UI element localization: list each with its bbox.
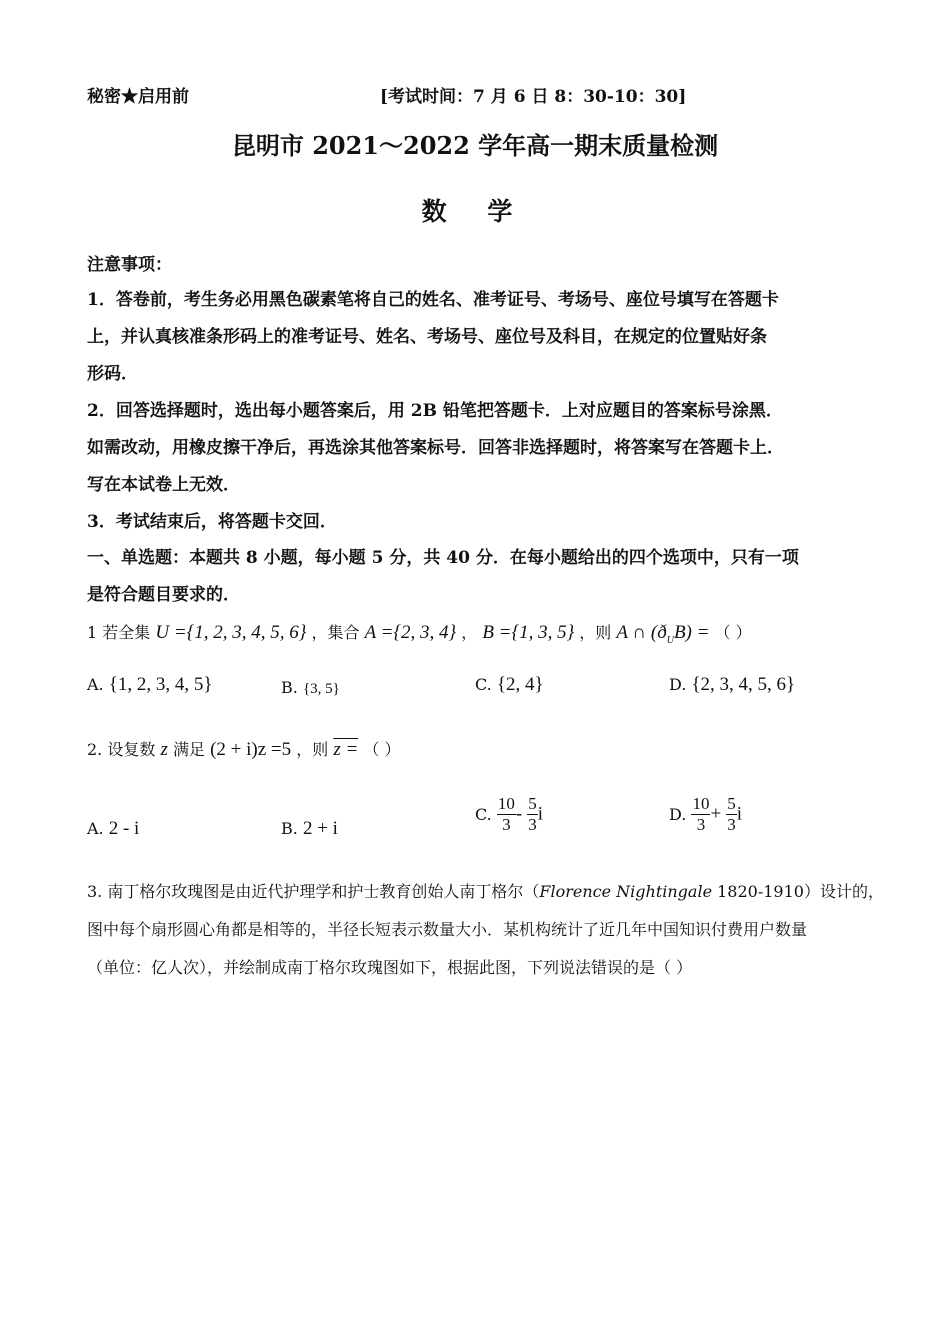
fraction: $\frac{5}{3}$ (528, 794, 537, 834)
fraction: $\frac{10}{3}$ (692, 794, 710, 834)
q2-text: 满足 (172, 740, 205, 759)
q1-answer-paren: （ ） (714, 623, 752, 642)
q1-universal-set: U ={1, 2, 3, 4, 5, 6} (155, 622, 307, 643)
notice-line: 1．答卷前，考生务必用黑色碳素笔将自己的姓名、准考证号、考场号、座位号填写在答题卡 (87, 290, 779, 310)
q2-conjugate: z = (333, 739, 359, 760)
exam-time: [考试时间：7 月 6 日 8：30-10：30] (380, 87, 687, 107)
q2-variable: z (160, 739, 168, 760)
fraction: $\frac{10}{3}$ (497, 794, 515, 834)
q1-text: ，集合 (311, 623, 360, 642)
q3-line1: 3. 南丁格尔玫瑰图是由近代护理学和护士教育创始人南丁格尔（Florence Nightingale 1820-1910）设计的， (87, 882, 884, 901)
notice-line: 写在本试卷上无效． (87, 475, 240, 495)
q2-option-b[interactable]: B. 2 + i (281, 818, 338, 839)
q2-text: ，则 (296, 740, 329, 759)
q1-expression: A ∩ $(ð_UB)$ = (616, 622, 710, 646)
confidential-label: 秘密★启用前 (87, 87, 189, 107)
q2-answer-paren: （ ） (363, 740, 401, 759)
fraction: $\frac{5}{3}$ (727, 794, 736, 834)
q1-set-a: A ={2, 3, 4} (364, 622, 457, 643)
notice-line: 2．回答选择题时，选出每小题答案后，用 2B 铅笔把答题卡．上对应题目的答案标号涂黑． (87, 401, 783, 421)
q1-option-b[interactable]: B. {3, 5} (281, 678, 340, 697)
question-2 (87, 735, 400, 765)
subject-title: 数 学 (421, 197, 529, 226)
notice-line: 如需改动，用橡皮擦干净后，再选涂其他答案标号．回答非选择题时，将答案写在答题卡上． (87, 438, 784, 458)
q2-prefix: 2. 设复数 (87, 740, 156, 759)
q1-option-d[interactable]: D. {2, 3, 4, 5, 6} (669, 674, 796, 695)
q2-equation: (2 + i)z =5 (210, 739, 292, 760)
q2-option-c[interactable]: C. $\frac{10}{3}$ - $\frac{5}{3}$ i (475, 794, 544, 834)
q1-option-c[interactable]: C. {2, 4} (475, 674, 544, 695)
section-heading-line2: 是符合题目要求的． (87, 585, 240, 605)
notice-line: 上，并认真核准条形码上的准考证号、姓名、考场号、座位号及科目，在规定的位置贴好条 (87, 327, 767, 347)
q1-option-a[interactable]: A. {1, 2, 3, 4, 5} (87, 674, 213, 695)
q1-set-b: B ={1, 3, 5} (482, 622, 575, 643)
q2-option-a[interactable]: A. 2 - i (87, 818, 140, 839)
exam-title: 昆明市 2021～2022 学年高一期末质量检测 (231, 131, 719, 160)
notice-line: 3．考试结束后，将答题卡交回． (87, 512, 337, 532)
q1-prefix: 1 若全集 (87, 623, 151, 642)
q1-text: ，则 (579, 623, 612, 642)
q3-line3: （单位：亿人次），并绘制成南丁格尔玫瑰图如下，根据此图，下列说法错误的是（ ） (87, 958, 693, 977)
q3-line2: 图中每个扇形圆心角都是相等的，半径长短表示数量大小．某机构统计了近几年中国知识付费用户数量 (87, 920, 808, 939)
notice-heading: 注意事项： (87, 255, 172, 275)
notice-line: 形码． (87, 364, 138, 384)
question-1 (87, 618, 752, 656)
q1-text: ， (461, 623, 478, 642)
section-heading-line1: 一、单选题：本题共 8 小题，每小题 5 分，共 40 分．在每小题给出的四个选项中，只有一项 (87, 548, 799, 568)
q2-option-d[interactable]: D. $\frac{10}{3}$ + $\frac{5}{3}$ i (669, 794, 743, 834)
